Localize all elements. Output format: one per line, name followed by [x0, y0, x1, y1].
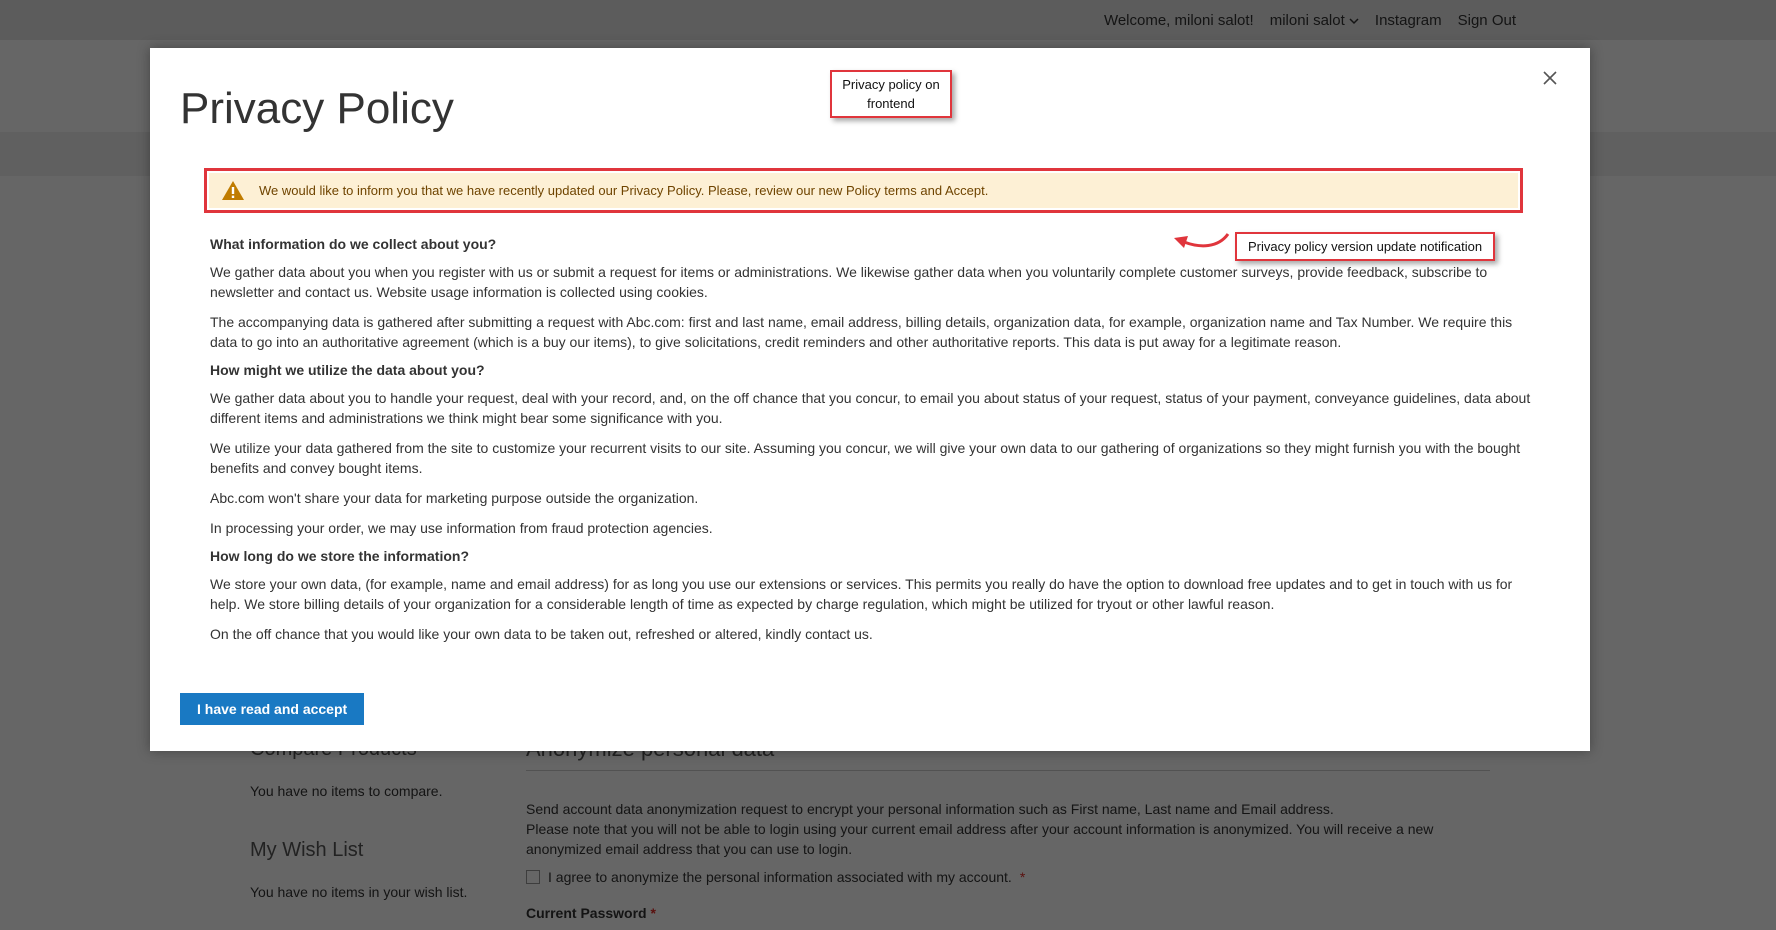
policy-paragraph: We utilize your data gathered from the site to customize your recurrent visits to our site. Assuming you concur, we will give your own data to our gathering of organizations so they might furnish you with the bought benefits and convey bought items. [210, 440, 1521, 476]
policy-paragraph: We store your own data, (for example, name and email address) for as long you use our extensions or services. This permits you really do have the option to download free updates and to get in touch with us for help. We store billing details of your organization for a considerable length of time as expected by charge regulation, which might be utilized for tryout or other lawful reason. [210, 576, 1513, 612]
notice-highlight [204, 168, 1523, 213]
policy-paragraph: In processing your order, we may use information from fraud protection agencies. [210, 520, 713, 536]
policy-content [210, 236, 1540, 654]
policy-paragraph: The accompanying data is gathered after submitting a request with Abc.com: first and last name, email address, billing details, organization data, for example, organization name and Tax Number. We require this data to go into an authoritative agreement (which is a buy our items), to give solicitations, credit reminders and other authoritative reports. This data is put away for a legitimate reason. [210, 314, 1513, 350]
callout-frontend: Privacy policy on frontend [830, 70, 952, 118]
policy-paragraph: We gather data about you to handle your request, deal with your record, and, on the off chance that you concur, to email you about status of your request, status of your payment, conveyance guidelines, data about different items and administrations we think might bear some significance with you. [210, 390, 1531, 426]
policy-heading-utilize: How might we utilize the data about you? [210, 362, 485, 378]
policy-paragraph: On the off chance that you would like your own data to be taken out, refreshed or altered, kindly contact us. [210, 626, 873, 642]
notice-text: We would like to inform you that we have recently updated our Privacy Policy. Please, review our new Policy terms and Accept. [259, 183, 989, 198]
policy-heading-store: How long do we store the information? [210, 548, 469, 564]
privacy-policy-modal [150, 48, 1590, 751]
policy-heading-collect: What information do we collect about you? [210, 236, 497, 252]
modal-title: Privacy Policy [180, 84, 454, 133]
warning-triangle-icon [221, 180, 245, 201]
policy-paragraph: We gather data about you when you register with us or submit a request for items or administrations. We likewise gather data when you voluntarily complete customer surveys, provide feedback, subscribe to newsletter and contact us. Website usage information is collected using cookies. [210, 264, 1488, 300]
close-icon [1542, 70, 1558, 86]
callout-version-update: Privacy policy version update notification [1235, 232, 1495, 261]
close-button[interactable] [1536, 64, 1564, 92]
accept-button[interactable]: I have read and accept [180, 693, 364, 725]
policy-paragraph: Abc.com won't share your data for marketing purpose outside the organization. [210, 490, 699, 506]
policy-update-notice [209, 173, 1518, 208]
